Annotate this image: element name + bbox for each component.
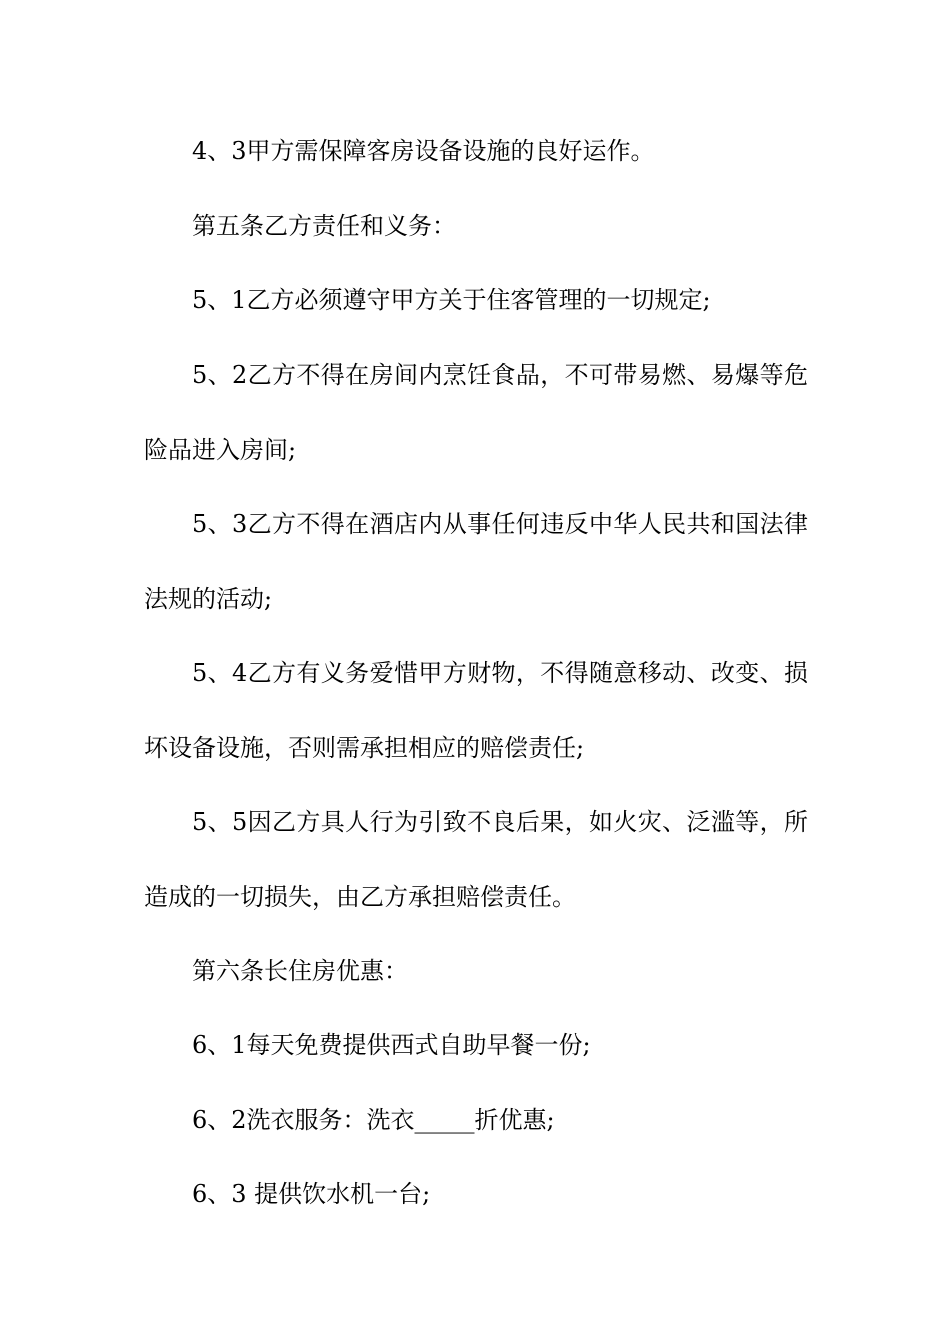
clause-6-3: 6、3 提供饮水机一台; (192, 1180, 431, 1208)
clause-6-2: 6、2洗衣服务：洗衣_____折优惠; (192, 1106, 555, 1134)
clause-5-5: 5、5因乙方具人行为引致不良后果，如火灾、泛滥等，所造成的一切损失，由乙方承担赔偿责任。 (144, 808, 808, 911)
clause-4-3: 4、3甲方需保障客房设备设施的良好运作。 (192, 137, 655, 165)
article-6-heading: 第六条长住房优惠： (192, 957, 408, 985)
article-5-heading: 第五条乙方责任和义务： (192, 212, 456, 240)
clause-6-1: 6、1每天免费提供西式自助早餐一份; (192, 1031, 591, 1059)
clause-5-1: 5、1乙方必须遵守甲方关于住客管理的一切规定; (192, 286, 711, 314)
clause-5-3: 5、3乙方不得在酒店内从事任何违反中华人民共和国法律法规的活动; (144, 510, 808, 613)
clause-5-4: 5、4乙方有义务爱惜甲方财物，不得随意移动、改变、损坏设备设施，否则需承担相应的赔偿责任; (144, 659, 808, 762)
clause-5-2: 5、2乙方不得在房间内烹饪食品，不可带易燃、易爆等危险品进入房间; (144, 361, 808, 464)
